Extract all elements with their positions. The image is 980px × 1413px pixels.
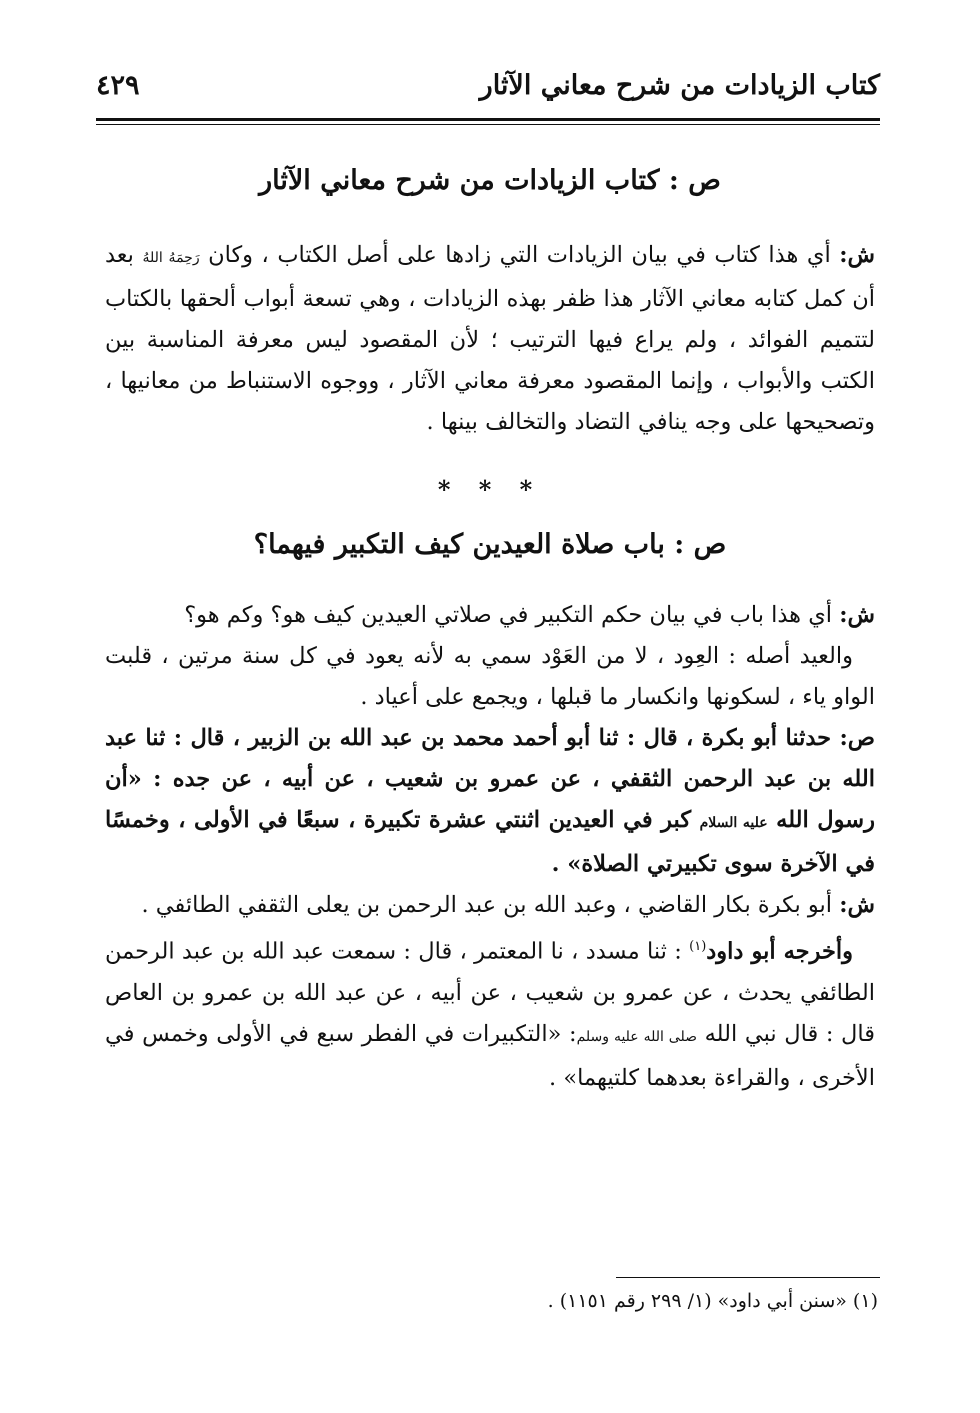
takhrij-honorific: صلى الله عليه وسلم xyxy=(576,1028,697,1045)
narrator-paragraph xyxy=(105,885,875,926)
section-heading-1: ص : كتاب الزيادات من شرح معاني الآثار xyxy=(259,165,721,196)
takhrij-lead: وأخرجه أبو داود xyxy=(706,938,853,965)
commentary-marker-3: ش: xyxy=(839,892,875,918)
page-number: ٤٢٩ xyxy=(96,70,140,101)
takhrij-paragraph xyxy=(105,926,875,1099)
section-heading-2: ص : باب صلاة العيدين كيف التكبير فيهما؟ xyxy=(253,529,727,560)
narrator-text: أبو بكرة بكار القاضي ، وعبد الله بن عبد الرحمن بن يعلى الثقفي الطائفي . xyxy=(141,892,833,918)
footnote-rule xyxy=(616,1277,880,1278)
commentary-marker-2: ش: xyxy=(839,602,875,628)
commentary-paragraph-1 xyxy=(105,235,875,443)
commentary-text-3: أي هذا باب في بيان حكم التكبير في صلاتي العيدين كيف هو؟ وكم هو؟ xyxy=(184,602,833,628)
page-header xyxy=(96,70,880,110)
footnote: (١) «سنن أبي داود» (١/ ٢٩٩ رقم ١١٥١) . xyxy=(547,1290,878,1312)
takhrij-text-a: : ثنا مسدد ، نا المعتمر ، قال : سمعت عبد الله بن عبد الرحمن الطائفي يحدث ، عن عمرو بن شعيب ، عن أبيه ، عن عبد الله بن عمرو بن العاص قال : قال نبي الله xyxy=(105,938,876,1047)
takhrij-text-b: : «التكبيرات في الفطر سبع في الأولى وخمس في الأخرى ، والقراءة بعدهما كلتيهما» . xyxy=(105,1020,875,1091)
commentary-marker: ش: xyxy=(839,242,875,268)
commentary-text: أي هذا كتاب في بيان الزيادات التي زادها على أصل الكتاب ، وكان xyxy=(208,242,831,268)
commentary-text-2: بعد أن كمل كتابه معاني الآثار هذا ظفر بهذه الزيادات ، وهي تسعة أبواب ألحقها بالكتاب لتتميم الفوائد ، ولم يراع فيها الترتيب ؛ لأن المقصود ليس معرفة المناسبة بين الكتب والأبواب ، وإنما المقصود معرفة معاني الآثار ، ووجوه الاستنباط من معانيها ، وتصحيحها على وجه ينافي التضاد والتخالف بينها . xyxy=(105,242,875,435)
hadith-paragraph xyxy=(105,718,875,885)
main-text xyxy=(105,160,875,1099)
hadith-honorific: عليه السلام xyxy=(699,815,768,831)
footnote-ref[interactable]: (١) xyxy=(689,939,707,954)
section-separator: * * * xyxy=(437,475,543,504)
commentary-paragraph-2 xyxy=(105,595,875,636)
header-rule-thick xyxy=(96,118,880,121)
explanation-paragraph: والعيد أصله : العِود ، لا من العَوْد سمي به لأنه يعود في كل سنة مرتين ، قلبت الواو ياء ، لسكونها وانكسار ما قبلها ، ويجمع على أعياد . xyxy=(105,643,875,710)
running-title: كتاب الزيادات من شرح معاني الآثار xyxy=(479,70,880,101)
hadith-text-b: كبر في العيدين اثنتي عشرة تكبيرة ، سبعًا في الأولى ، وخمسًا في الآخرة سوى تكبيرتي الصلاة» . xyxy=(105,807,875,877)
header-rule-thin xyxy=(96,124,880,125)
hadith-text-a: ص: حدثنا أبو بكرة ، قال : ثنا أبو أحمد محمد بن عبد الله بن الزبير ، قال : ثنا عبد الله بن عبد الرحمن الثقفي ، عن عمرو بن شعيب ، عن أبيه ، عن جده : «أن رسول الله xyxy=(105,725,875,833)
honorific-glyph: رَحِمَهُ اللهُ xyxy=(142,250,200,266)
